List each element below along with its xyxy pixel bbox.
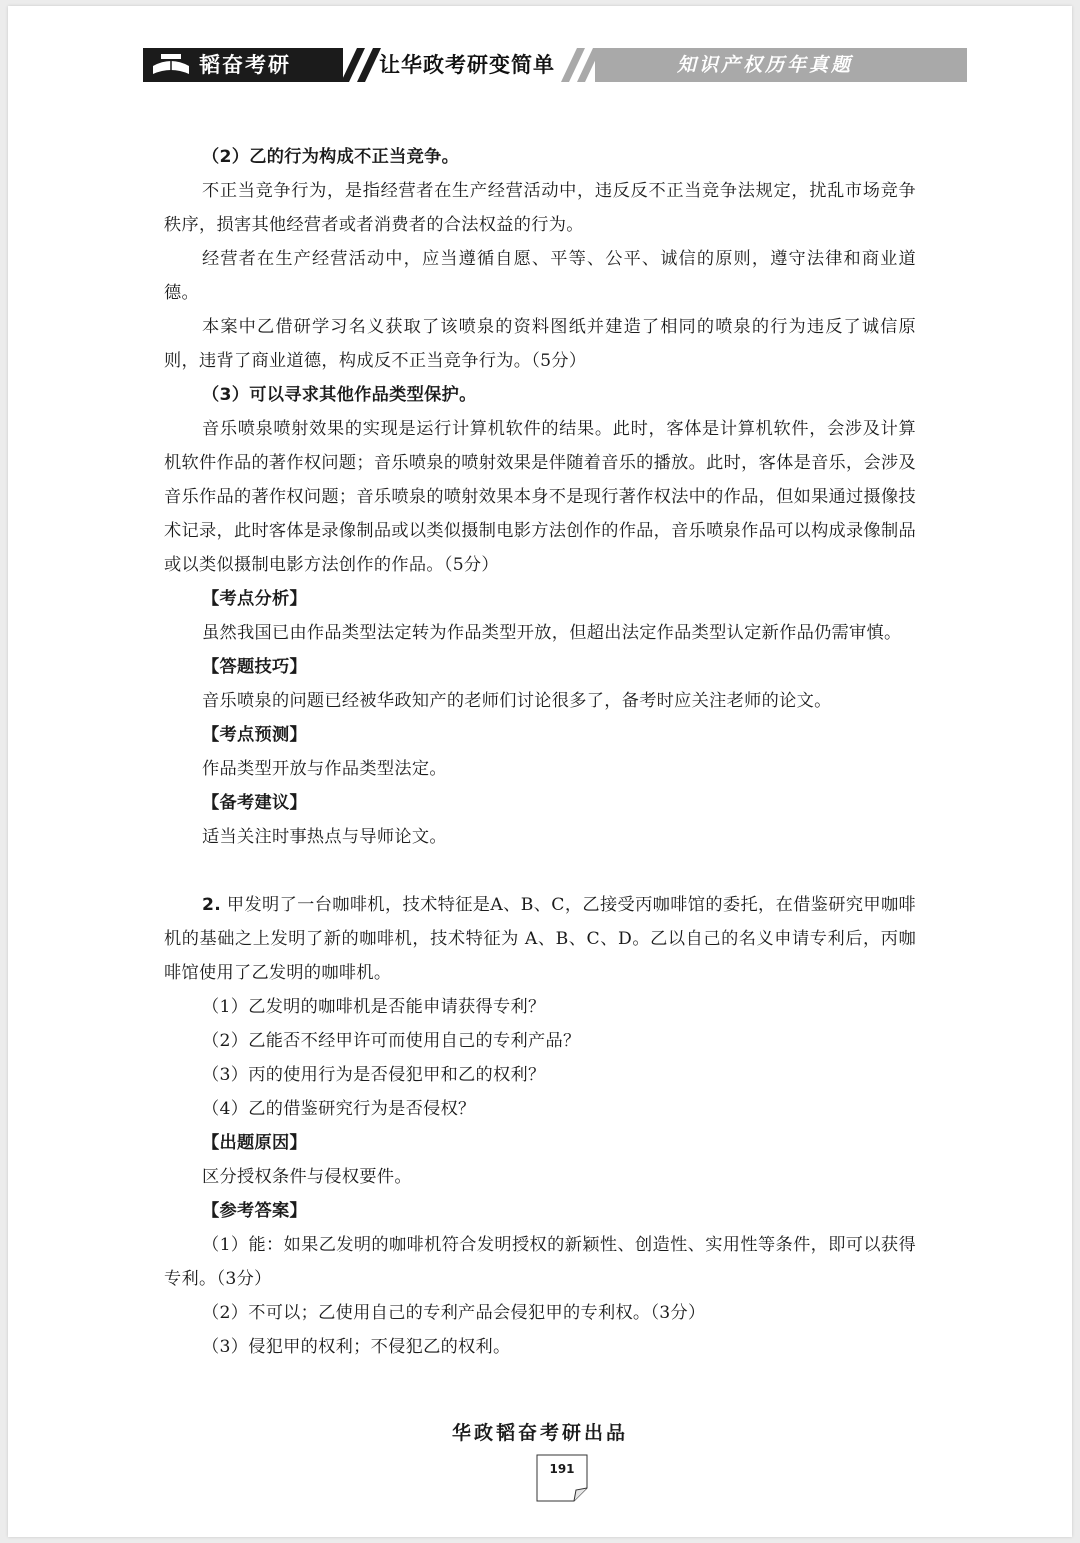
section-title: 知识产权历年真题	[677, 54, 854, 76]
paragraph-gap	[164, 854, 916, 888]
body-paragraph: 作品类型开放与作品类型法定。	[202, 759, 447, 779]
section-heading: （2）乙的行为构成不正当竞争。	[202, 147, 460, 167]
question-number: 2.	[202, 895, 222, 915]
slogan: 让华政考研变简单	[379, 53, 555, 77]
section-heading: 【考点预测】	[202, 725, 307, 745]
section-heading: （3）可以寻求其他作品类型保护。	[202, 385, 477, 405]
body-paragraph: 本案中乙借研学习名义获取了该喷泉的资料图纸并建造了相同的喷泉的行为违反了诚信原则，违背了商业道德，构成反不正当竞争行为。（5分）	[164, 317, 916, 371]
question-paragraph	[164, 888, 916, 990]
book-logo-icon	[149, 52, 193, 78]
page-number-badge	[536, 1454, 588, 1502]
main-content	[164, 140, 916, 1364]
question-item: （3）丙的使用行为是否侵犯甲和乙的权利？	[202, 1065, 546, 1085]
body-paragraph: 不正当竞争行为，是指经营者在生产经营活动中，违反反不正当竞争法规定，扰乱市场竞争秩序，损害其他经营者或者消费者的合法权益的行为。	[164, 181, 916, 235]
slash-decoration-dark	[327, 48, 387, 82]
body-paragraph: 适当关注时事热点与导师论文。	[202, 827, 447, 847]
body-paragraph: （2）不可以；乙使用自己的专利产品会侵犯甲的专利权。（3分）	[202, 1303, 706, 1323]
body-paragraph: 区分授权条件与侵权要件。	[202, 1167, 412, 1187]
body-paragraph: 音乐喷泉喷射效果的实现是运行计算机软件的结果。此时，客体是计算机软件，会涉及计算机软件作品的著作权问题；音乐喷泉的喷射效果是伴随着音乐的播放。此时，客体是音乐，会涉及音乐作品的著作权问题；音乐喷泉的喷射效果本身不是现行著作权法中的作品，但如果通过摄像技术记录，此时客体是录像制品或以类似摄制电影方法创作的作品，音乐喷泉作品可以构成录像制品或以类似摄制电影方法创作的作品。（5分）	[164, 419, 916, 575]
body-paragraph: （1）能：如果乙发明的咖啡机符合发明授权的新颖性、创造性、实用性等条件，即可以获得专利。（3分）	[164, 1235, 916, 1289]
section-heading: 【考点分析】	[202, 589, 307, 609]
body-paragraph: 经营者在生产经营活动中，应当遵循自愿、平等、公平、诚信的原则，遵守法律和商业道德。	[164, 249, 916, 303]
question-item: （2）乙能否不经甲许可而使用自己的专利产品？	[202, 1031, 581, 1051]
footer-brand: 华政韬奋考研出品	[451, 1422, 628, 1444]
section-heading: 【备考建议】	[202, 793, 307, 813]
section-heading: 【出题原因】	[202, 1133, 307, 1153]
body-paragraph: 虽然我国已由作品类型法定转为作品类型开放，但超出法定作品类型认定新作品仍需审慎。	[202, 623, 902, 643]
body-paragraph: （3）侵犯甲的权利；不侵犯乙的权利。	[202, 1337, 511, 1357]
section-heading: 【参考答案】	[202, 1201, 307, 1221]
brand-name: 韬奋考研	[199, 52, 291, 77]
question-item: （1）乙发明的咖啡机是否能申请获得专利？	[202, 997, 546, 1017]
section-heading: 【答题技巧】	[202, 657, 307, 677]
question-item: （4）乙的借鉴研究行为是否侵权？	[202, 1099, 476, 1119]
logo-block	[143, 48, 343, 82]
body-paragraph: 音乐喷泉的问题已经被华政知产的老师们讨论很多了，备考时应关注老师的论文。	[202, 691, 832, 711]
header-banner	[143, 48, 967, 82]
page-number: 191	[549, 1462, 575, 1476]
question-text: 甲发明了一台咖啡机，技术特征是A、B、C，乙接受丙咖啡馆的委托，在借鉴研究甲咖啡机的基础之上发明了新的咖啡机，技术特征为 A、B、C、D。乙以自己的名义申请专利后，丙咖啡馆使用了乙发明的咖啡机。	[164, 895, 916, 983]
section-title-block	[595, 48, 967, 82]
